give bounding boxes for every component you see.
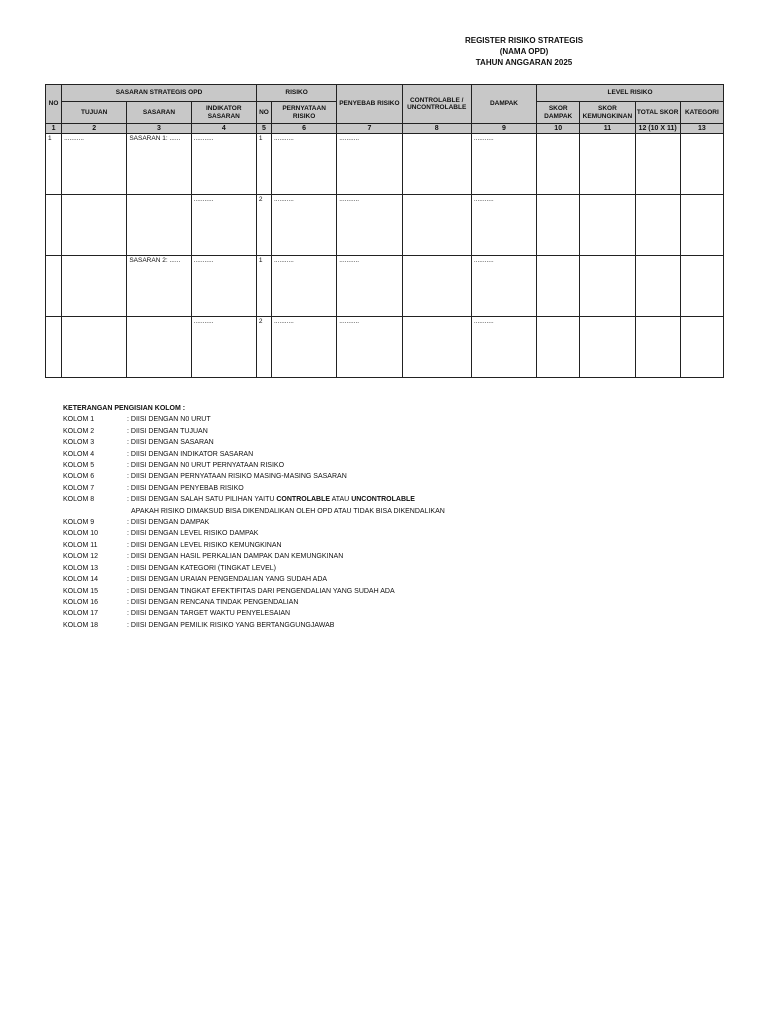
note-continuation: APAKAH RISIKO DIMAKSUD BISA DIKENDALIKAN OLEH OPD ATAU TIDAK BISA DIKENDALIKAN [131,507,445,515]
title-line-1: REGISTER RISIKO STRATEGIS [464,36,584,45]
column-number: 1 [46,124,62,134]
cell-penyebab[interactable]: ........... [337,195,402,256]
note-item: KOLOM 15 : DIISI DENGAN TINGKAT EFEKTIFITAS DARI PENGENDALIAN YANG SUDAH ADA [63,587,395,595]
cell-controlable[interactable] [402,195,471,256]
note-item: KOLOM 4 : DIISI DENGAN INDIKATOR SASARAN [63,450,254,458]
table-row [46,256,724,317]
header-pernyataan-risiko: PERNYATAAN RISIKO [271,102,336,124]
column-number: 8 [402,124,471,134]
header-risiko: RISIKO [256,85,336,102]
note-item: KOLOM 17 : DIISI DENGAN TARGET WAKTU PENYELESAIAN [63,610,291,618]
column-number-row [46,124,724,134]
note-item: KOLOM 14 : DIISI DENGAN URAIAN PENGENDALIAN YANG SUDAH ADA [63,576,328,584]
cell-tujuan[interactable]: ........... [62,134,127,195]
cell-kategori[interactable] [680,134,723,195]
cell-dampak[interactable]: ........... [471,134,536,195]
column-number: 7 [337,124,402,134]
column-notes [63,403,703,631]
title-line-2: (NAMA OPD) [499,47,549,56]
cell-skor-dampak[interactable] [537,134,580,195]
cell-indikator[interactable]: ........... [191,195,256,256]
cell-risk-no[interactable]: 1 [256,134,271,195]
note-item: KOLOM 18 : DIISI DENGAN PEMILIK RISIKO YANG BERTANGGUNGJAWAB [63,621,335,629]
header-dampak: DAMPAK [471,85,536,124]
note-item: KOLOM 7 : DIISI DENGAN PENYEBAB RISIKO [63,484,244,492]
note-item: KOLOM 2 : DIISI DENGAN TUJUAN [63,427,208,435]
header-risiko-no: NO [256,102,271,124]
cell-sasaran[interactable] [127,317,191,378]
table-row [46,195,724,256]
cell-indikator[interactable]: ........... [191,134,256,195]
cell-total-skor[interactable] [635,195,680,256]
note-item: KOLOM 3 : DIISI DENGAN SASARAN [63,439,214,447]
document-title [438,35,610,68]
cell-no[interactable] [46,256,62,317]
cell-controlable[interactable] [402,134,471,195]
cell-penyebab[interactable]: ........... [337,134,402,195]
note-item: KOLOM 12 : DIISI DENGAN HASIL PERKALIAN DAMPAK DAN KEMUNGKINAN [63,553,344,561]
column-number: 2 [62,124,127,134]
header-no: NO [46,85,62,124]
header-tujuan: TUJUAN [62,102,127,124]
note-item: KOLOM 9 : DIISI DENGAN DAMPAK [63,519,210,527]
cell-skor-dampak[interactable] [537,317,580,378]
risk-register-table [45,84,724,378]
note-item: KOLOM 6 : DIISI DENGAN PERNYATAAN RISIKO MASING-MASING SASARAN [63,473,347,481]
cell-skor-dampak[interactable] [537,195,580,256]
table-row [46,317,724,378]
cell-no[interactable]: 1 [46,134,62,195]
cell-total-skor[interactable] [635,256,680,317]
cell-no[interactable] [46,317,62,378]
cell-skor-kemungkinan[interactable] [580,256,635,317]
cell-controlable[interactable] [402,256,471,317]
title-line-3: TAHUN ANGGARAN 2025 [475,58,573,67]
column-number: 6 [271,124,336,134]
cell-skor-kemungkinan[interactable] [580,195,635,256]
header-kategori: KATEGORI [680,102,723,124]
header-skor-kemungkinan: SKOR KEMUNGKINAN [580,102,635,124]
column-number: 3 [127,124,191,134]
cell-tujuan[interactable] [62,195,127,256]
cell-skor-kemungkinan[interactable] [580,134,635,195]
header-controlable: CONTROLABLE / UNCONTROLABLE [402,85,471,124]
header-penyebab-risiko: PENYEBAB RISIKO [337,85,402,124]
header-skor-dampak: SKOR DAMPAK [537,102,580,124]
note-item: KOLOM 5 : DIISI DENGAN N0 URUT PERNYATAAN RISIKO [63,462,285,470]
cell-risk-no[interactable]: 2 [256,317,271,378]
cell-kategori[interactable] [680,195,723,256]
cell-kategori[interactable] [680,256,723,317]
cell-risk-no[interactable]: 1 [256,256,271,317]
cell-controlable[interactable] [402,317,471,378]
cell-tujuan[interactable] [62,256,127,317]
note-item: KOLOM 13 : DIISI DENGAN KATEGORI (TINGKAT LEVEL) [63,564,276,572]
cell-dampak[interactable]: ........... [471,256,536,317]
cell-sasaran[interactable]: SASARAN 2: ...... [127,256,191,317]
header-total-skor: TOTAL SKOR [635,102,680,124]
cell-dampak[interactable]: ........... [471,195,536,256]
cell-no[interactable] [46,195,62,256]
cell-indikator[interactable]: ........... [191,256,256,317]
cell-sasaran[interactable] [127,195,191,256]
table-row [46,134,724,195]
column-number: 4 [191,124,256,134]
note-item: KOLOM 11 : DIISI DENGAN LEVEL RISIKO KEMUNGKINAN [63,541,282,549]
cell-skor-kemungkinan[interactable] [580,317,635,378]
note-item: KOLOM 16 : DIISI DENGAN RENCANA TINDAK PENGENDALIAN [63,598,299,606]
column-number: 12 (10 X 11) [635,124,680,134]
note-item: KOLOM 10 : DIISI DENGAN LEVEL RISIKO DAMPAK [63,530,259,538]
header-sasaran: SASARAN [127,102,191,124]
cell-tujuan[interactable] [62,317,127,378]
cell-pernyataan[interactable]: ........... [271,134,336,195]
cell-kategori[interactable] [680,317,723,378]
header-level-risiko: LEVEL RISIKO [537,85,724,102]
cell-indikator[interactable]: ........... [191,317,256,378]
cell-total-skor[interactable] [635,317,680,378]
cell-dampak[interactable]: ........... [471,317,536,378]
cell-penyebab[interactable]: ........... [337,256,402,317]
cell-risk-no[interactable]: 2 [256,195,271,256]
notes-heading: KETERANGAN PENGISIAN KOLOM : [63,405,186,412]
column-number: 13 [680,124,723,134]
cell-sasaran[interactable]: SASARAN 1: ...... [127,134,191,195]
column-number: 5 [256,124,271,134]
column-number: 9 [471,124,536,134]
cell-pernyataan[interactable]: ........... [271,317,336,378]
cell-penyebab[interactable]: ........... [337,317,402,378]
cell-skor-dampak[interactable] [537,256,580,317]
column-number: 11 [580,124,635,134]
column-number: 10 [537,124,580,134]
cell-total-skor[interactable] [635,134,680,195]
note-item: KOLOM 8 : DIISI DENGAN SALAH SATU PILIHAN YAITU CONTROLABLE ATAU UNCONTROLABLE [63,496,415,504]
cell-pernyataan[interactable]: ........... [271,195,336,256]
header-indikator-sasaran: INDIKATOR SASARAN [191,102,256,124]
cell-pernyataan[interactable]: ........... [271,256,336,317]
header-sasaran-strategis-opd: SASARAN STRATEGIS OPD [62,85,257,102]
note-item: KOLOM 1 : DIISI DENGAN N0 URUT [63,416,211,424]
